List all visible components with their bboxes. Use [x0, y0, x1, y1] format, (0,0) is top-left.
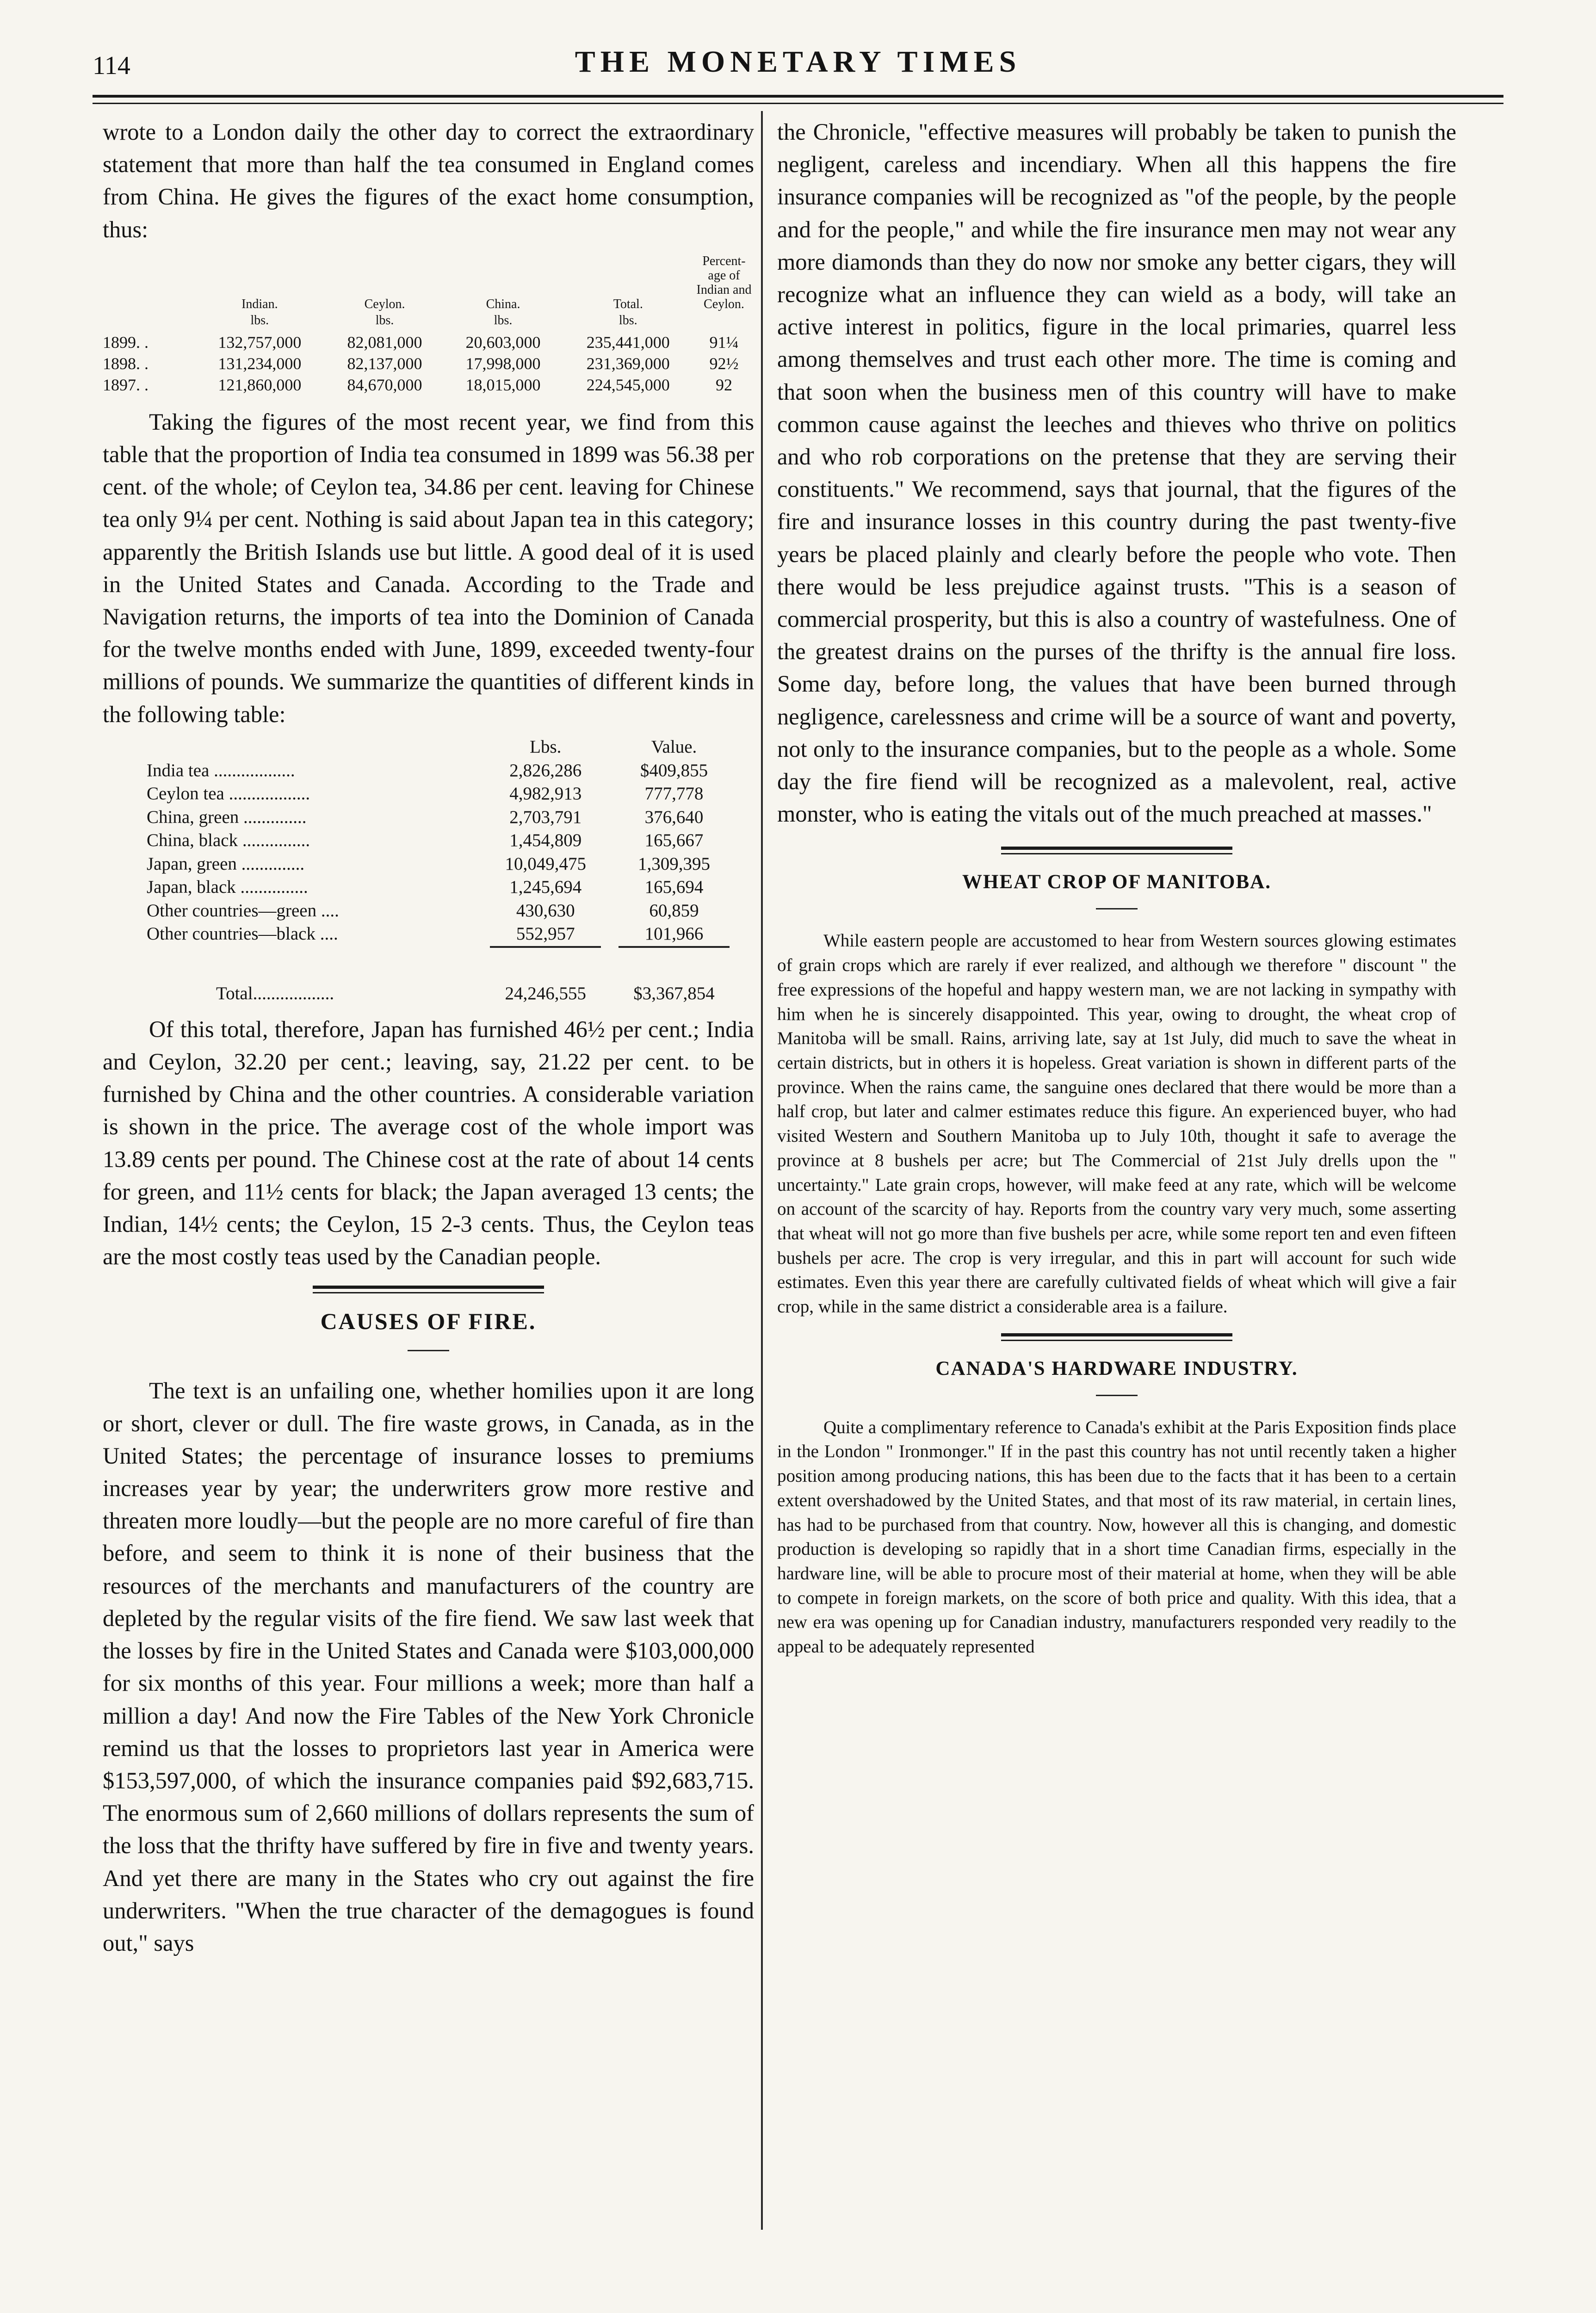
header-rule-thin [93, 103, 1503, 104]
col-header: Indian. [241, 297, 278, 311]
table-row [147, 806, 730, 829]
tea-lbs: 4,982,913 [509, 784, 582, 804]
table-cell: 121,860,000 [218, 375, 302, 394]
table-cell: 1897. . [103, 375, 148, 394]
section-rule [1001, 847, 1232, 850]
col-header [147, 735, 473, 759]
table-row [147, 829, 730, 853]
hardware-article-text: Quite a complimentary reference to Canada's exhibit at the Paris Exposition finds place in the London " Ironmonger." If in the past this country has not until recently taken a higher position among producing nations, this has been due to the facts that it has been to a certain extent overshadowed by the United States, and that most of its raw material, in certain lines, has had to be purchased from that country. Now, however all this is changing, and domestic production is developing so rapidly that in a short time Canadian firms, especially in the hardware line, will be able to procure most of their material at home, when they will be able to compete in foreign markets, on the score of both price and quality. With this idea, that a new era was opening up for Canadian industry, manufacturers responded very readily to the appeal to be adequately represented [777, 1417, 1456, 1657]
tea-value: 777,778 [644, 784, 704, 804]
unit-cell [103, 311, 194, 332]
table-cell: 224,545,000 [586, 375, 670, 394]
unit-cell: lbs. [375, 313, 394, 328]
table-cell: 231,369,000 [586, 354, 670, 373]
col-header: China. [486, 297, 520, 311]
tea-lbs: 1,454,809 [509, 830, 582, 851]
heading-dash [408, 1350, 449, 1351]
wheat-article-text: While eastern people are accustomed to hear from Western sources glowing estimates of grain crops which are rarely if ever realized, and although we therefore " discount " the free expressions of the hopeful and happy western man, we are not lacking in sympathy with him when he is sincerely disappointed. This year, owing to drought, the wheat crop of Manitoba will be small. Rains, arriving late, say at 1st July, did much to save the wheat in certain districts, but in others it is hopeless. Great variation is shown in different parts of the province. When the rains came, the sanguine ones declared that there would be more than a half crop, but later and calmer estimates reduce this figure. An experienced buyer, who had visited Western and Southern Manitoba up to July 10th, thought it safe to average the province at 8 bushels per acre; but The Commercial of 21st July drells upon the " uncertainty." Late grain crops, however, will make feed at any rate, which will be welcome on account of the scarcity of hay. Reports from the country vary very much, some asserting that wheat will not go more than five bushels per acre, while some report ten and even fifteen bushels per acre. The crop is very irregular, and this in part will account for such wide estimates. Even this year there are carefully cultivated fields of wheat which will give a fair crop, while in the same district a considerable area is a failure. [777, 931, 1456, 1317]
tea-lbs: 2,703,791 [509, 807, 582, 827]
section-rule-thin [313, 1292, 544, 1293]
tea-value: 101,966 [644, 924, 704, 944]
table-cell: 84,670,000 [347, 375, 422, 394]
col-header: Ceylon. [364, 297, 405, 311]
unit-cell: lbs. [494, 313, 513, 328]
left-column [103, 116, 754, 1959]
tea-lbs: 430,630 [516, 900, 575, 921]
tea-lbs: 2,826,286 [509, 760, 582, 780]
tea-kind: India tea .................. [147, 760, 295, 780]
tea-lbs: 552,957 [516, 924, 575, 944]
tea-lbs: 10,049,475 [505, 853, 586, 874]
page-header [93, 43, 1503, 84]
spacer-cell [147, 946, 473, 970]
tea-lbs: 1,245,694 [509, 877, 582, 897]
tea-analysis-paragraph: Taking the figures of the most recent year, we find from this table that the proportion of India tea consumed in 1899 was 56.38 per cent. of the whole; of Ceylon tea, 34.86 per cent. leaving for Chinese tea only 9¼ per cent. Nothing is said about Japan tea in this category; apparently the British Islands use but little. A good deal of it is used in the United States and Canada. According to the Trade and Navigation returns, the imports of tea into the Dominion of Canada for the twelve months ended with June, 1899, exceeded twenty-four millions of pounds. We summarize the quantities of different kinds in the following table: [103, 408, 754, 727]
section-rule-thin [1001, 853, 1232, 854]
imports-header-row [147, 735, 730, 759]
total-label: Total.................. [216, 983, 334, 1004]
fire-article-continued: the Chronicle, "effective measures will probably be taken to punish the negligent, careless and incendiary. When all this happens the fire insurance companies will be recognized as "of the people, by the people and for the people," and while the fire insurance men may not wear any more diamonds than they do now nor smoke any better cigars, they will recognize what an influence they can wield as a body, will take an active interest in politics, figure in the local primaries, quarrel less among themselves and trust each other more. The time is coming and that soon when the business men of this country will have to make common cause against the leeches and thieves who thrive on politics and who rob corporations on the pretense that they are serving their constituents." We recommend, says that journal, that the figures of the fire and insurance losses in this country during the past twenty-five years be placed plainly and clearly before the people who vote. Then there would be less prejudice against trusts. "This is a season of commercial prosperity, but this is also a country of wastefulness. One of the greatest drains on the purses of the thrifty is the annual fire loss. Some day, before long, the values that have been burned through negligence, carelessness and crime will be a source of want and poverty, not only to the insurance companies, but to the people as a whole. Some day the fire fiend will be recognized as a malevolent, real, active monster, who is eating the vitals out of the much preached at masses." [777, 119, 1456, 827]
spacer [103, 396, 754, 406]
table-cell: 92½ [709, 354, 739, 373]
col-header: Percent-age of Indian and Ceylon. [696, 254, 752, 311]
table-cell: 1899. . [103, 333, 148, 352]
table-row [147, 853, 730, 876]
fire-article-text: The text is an unfailing one, whether homilies upon it are long or short, clever or dull. The fire waste grows, in Canada, as in the United States; the percentage of insurance losses to premiums increases year by year; the underwriters grow more restive and threaten more loudly—but the people are no more careful of fire than before, and seem to think it is none of their business that the resources of the merchants and manufacturers of the country are depleted by the regular visits of the fire fiend. We saw last week that the losses by fire in the United States and Canada were $103,000,000 for six months of this year. Four millions a week; more than half a million a day! And now the Fire Tables of the New York Chronicle remind us that the losses to proprietors last year in America were $153,597,000, of which the insurance companies paid $92,683,715. The enormous sum of 2,660 millions of dollars represents the sum of the loss that the thrifty have suffered by fire in five and twenty years. And yet there are many in the States who cry out against the fire underwriters. "When the true character of the demagogues is found out," says [103, 1378, 754, 1956]
table-cell: 20,603,000 [465, 333, 541, 352]
unit-cell: lbs. [619, 313, 637, 328]
tea-value: $409,855 [640, 760, 708, 780]
heading-hardware-industry: CANADA'S HARDWARE INDUSTRY. [935, 1357, 1298, 1379]
unit-cell [694, 311, 754, 332]
header-rule [93, 95, 1503, 98]
section-rule [1001, 1333, 1232, 1336]
table-cell: 131,234,000 [218, 354, 302, 373]
unit-cell: lbs. [250, 313, 269, 328]
table-cell: 18,015,000 [465, 375, 541, 394]
tea-value: 165,694 [644, 877, 704, 897]
masthead-title: THE MONETARY TIMES [575, 45, 1021, 79]
col-header-value: Value. [651, 736, 697, 757]
heading-dash [1096, 1395, 1138, 1396]
table-cell: 1898. . [103, 354, 148, 373]
underline [619, 946, 730, 948]
heading-wheat-crop: WHEAT CROP OF MANITOBA. [962, 871, 1271, 893]
table-cell: 82,081,000 [347, 333, 422, 352]
tea-kind: Other countries—black .... [147, 924, 338, 944]
tea-value: 60,859 [649, 900, 699, 921]
tea-value: 165,667 [644, 830, 704, 851]
table-cell: 132,757,000 [218, 333, 302, 352]
tea-kind: China, green .............. [147, 807, 307, 827]
underline [490, 946, 601, 948]
table-row [103, 374, 754, 396]
page-number: 114 [93, 51, 130, 80]
tea-kind: Other countries—green .... [147, 900, 339, 921]
tea-kind: China, black ............... [147, 830, 310, 851]
total-value: $3,367,854 [633, 983, 715, 1004]
table-cell: 82,137,000 [347, 354, 422, 373]
total-row [147, 969, 730, 1006]
tea-kind: Japan, green .............. [147, 853, 305, 874]
tea-consumption-table [103, 254, 754, 396]
consumption-header-row [103, 254, 754, 311]
table-row [147, 899, 730, 923]
col-header: Total. [613, 297, 643, 311]
table-row [147, 876, 730, 899]
column-divider [761, 111, 763, 2230]
heading-dash [1096, 908, 1138, 909]
total-rule-row [147, 946, 730, 970]
table-row [103, 353, 754, 374]
total-lbs: 24,246,555 [505, 983, 586, 1004]
table-row [147, 922, 730, 946]
table-row [147, 759, 730, 783]
table-row [103, 332, 754, 353]
table-row [147, 782, 730, 806]
tea-imports-table [147, 735, 730, 1006]
table-cell: 92 [716, 375, 732, 394]
tea-kind: Ceylon tea .................. [147, 784, 310, 804]
tea-intro-paragraph: wrote to a London daily the other day to correct the extraordinary statement that more than half the tea consumed in England comes from China. He gives the figures of the exact home consumption, thus: [103, 119, 754, 242]
table-cell: 235,441,000 [586, 333, 670, 352]
tea-value: 1,309,395 [638, 853, 710, 874]
consumption-unit-row [103, 311, 754, 332]
heading-causes-of-fire: CAUSES OF FIRE. [320, 1308, 537, 1335]
col-header [103, 254, 194, 311]
table-cell: 17,998,000 [465, 354, 541, 373]
right-column [777, 116, 1456, 1659]
tea-value: 376,640 [644, 807, 704, 827]
total-rule [473, 946, 619, 970]
total-rule [619, 946, 730, 970]
table-cell: 91¼ [709, 333, 739, 352]
col-header-lbs: Lbs. [530, 736, 562, 757]
section-rule [313, 1286, 544, 1289]
tea-summary-paragraph: Of this total, therefore, Japan has furnished 46½ per cent.; India and Ceylon, 32.20 per cent.; leaving, say, 21.22 per cent. to be furnished by China and the other countries. A considerable variation is shown in the price. The average cost of the whole import was 13.89 cents per pound. The Chinese cost at the rate of about 14 cents for green, and 11½ cents for black; the Japan averaged 13 cents; the Indian, 14½ cents; the Ceylon, 15 2-3 cents. Thus, the Ceylon teas are the most costly teas used by the Canadian people. [103, 1016, 754, 1270]
section-rule-thin [1001, 1340, 1232, 1341]
tea-kind: Japan, black ............... [147, 877, 308, 897]
